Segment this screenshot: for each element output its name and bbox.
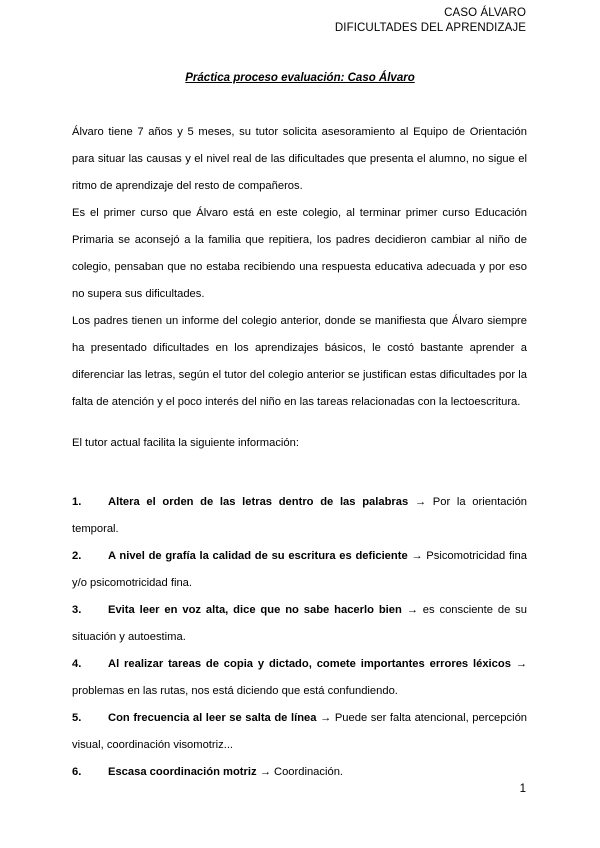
paragraph-school-history: Es el primer curso que Álvaro está en este colegio, al terminar primer curso Educación Primaria se aconsejó a la familia que repitiera, los padres decidieron cambiar al niño de colegio, pensaban que no estaba recibiendo una respuesta educativa adecuada y por eso no supera sus dificultades. (72, 207, 527, 300)
item-interpretation: → Por la orientación temporal. (72, 496, 528, 535)
item-number: 5. (72, 712, 82, 724)
item-observation: Altera el orden de las letras dentro de las palabras (108, 496, 409, 508)
page-number: 1 (519, 783, 526, 795)
item-number: 6. (72, 766, 82, 778)
list-item (72, 597, 527, 651)
list-item (72, 705, 527, 759)
item-number: 4. (72, 658, 82, 670)
list-item (72, 543, 527, 597)
item-number: 3. (72, 604, 82, 616)
item-observation: A nivel de grafía la calidad de su escritura es deficiente (108, 550, 408, 562)
item-observation: Al realizar tareas de copia y dictado, comete importantes errores léxicos (108, 658, 511, 670)
item-number: 2. (72, 550, 82, 562)
item-observation: Con frecuencia al leer se salta de línea (108, 712, 317, 724)
case-description (72, 119, 527, 416)
item-interpretation: → Coordinación. (256, 766, 344, 778)
tutor-info-list (72, 489, 527, 786)
paragraph-previous-report: Los padres tienen un informe del colegio anterior, donde se manifiesta que Álvaro siempre ha presentado dificultades en los aprendizajes básicos, le costó bastante aprender a diferenciar las letras, según el tutor del colegio anterior se justifican estas dificultades por la falta de atención y el poco interés del niño en las tareas relacionadas con la lectoescritura. (72, 315, 527, 408)
paragraph-intro: Álvaro tiene 7 años y 5 meses, su tutor solicita asesoramiento al Equipo de Orientación para situar las causas y el nivel real de las dificultades que presenta el alumno, no sigue el ritmo de aprendizaje del resto de compañeros. (72, 126, 527, 192)
header-case-name: CASO ÁLVARO (444, 7, 526, 19)
item-interpretation: → problemas en las rutas, nos está diciendo que está confundiendo. (72, 658, 527, 697)
list-item (72, 759, 527, 786)
item-interpretation: → es consciente de su situación y autoestima. (72, 604, 527, 643)
item-interpretation: → Psicomotricidad fina y/o psicomotricidad fina. (72, 550, 527, 589)
item-number: 1. (72, 496, 82, 508)
item-interpretation: → Puede ser falta atencional, percepción visual, coordinación visomotriz... (72, 712, 528, 751)
header-subject: DIFICULTADES DEL APRENDIZAJE (334, 22, 526, 34)
list-item (72, 651, 527, 705)
document-title: Práctica proceso evaluación: Caso Álvaro (185, 72, 415, 84)
page-header (335, 6, 526, 36)
item-observation: Escasa coordinación motriz (108, 766, 257, 778)
item-observation: Evita leer en voz alta, dice que no sabe hacerlo bien (108, 604, 402, 616)
list-item (72, 489, 527, 543)
tutor-intro: El tutor actual facilita la siguiente información: (72, 437, 299, 449)
